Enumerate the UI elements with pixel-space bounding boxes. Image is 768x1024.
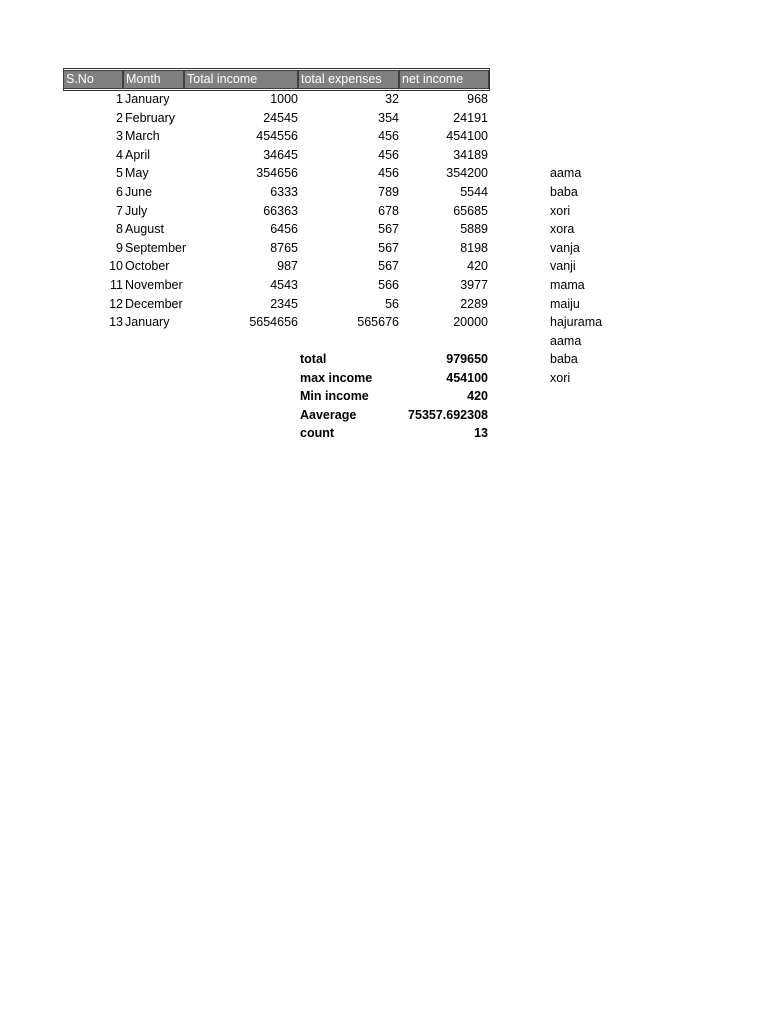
summary-value[interactable]: 13 xyxy=(474,426,488,441)
cell-sno[interactable]: 1 xyxy=(116,92,123,106)
name-cell[interactable]: vanja xyxy=(550,240,580,255)
cell-net[interactable]: 354200 xyxy=(446,166,488,181)
table-row xyxy=(0,127,768,145)
table-row xyxy=(0,109,768,127)
cell-sno[interactable]: 10 xyxy=(109,259,123,274)
cell-expenses[interactable]: 56 xyxy=(385,296,399,311)
table-row xyxy=(0,164,768,182)
name-cell[interactable]: aama xyxy=(550,166,582,181)
name-cell[interactable]: xori xyxy=(550,371,571,385)
header-sno[interactable]: S.No xyxy=(63,70,123,89)
cell-month[interactable]: January xyxy=(125,92,170,106)
header-month[interactable]: Month xyxy=(123,70,184,89)
header-net-income[interactable]: net income xyxy=(399,70,489,89)
cell-net[interactable]: 2289 xyxy=(460,296,488,311)
cell-income[interactable]: 8765 xyxy=(270,240,298,255)
cell-expenses[interactable]: 456 xyxy=(378,166,399,181)
table-row xyxy=(0,183,768,201)
cell-sno[interactable]: 5 xyxy=(116,166,123,181)
name-cell[interactable]: vanji xyxy=(550,259,576,274)
cell-expenses[interactable]: 567 xyxy=(378,259,399,274)
summary-label[interactable]: count xyxy=(300,426,335,441)
cell-month[interactable]: February xyxy=(125,110,176,125)
cell-income[interactable]: 1000 xyxy=(270,92,298,106)
summary-row xyxy=(0,424,768,442)
table-row xyxy=(0,90,768,108)
cell-income[interactable]: 4543 xyxy=(270,278,298,292)
cell-month[interactable]: August xyxy=(125,222,164,237)
table-row xyxy=(0,276,768,294)
cell-month[interactable]: January xyxy=(125,315,170,330)
cell-net[interactable]: 5544 xyxy=(460,185,488,199)
table-row xyxy=(0,239,768,257)
name-cell[interactable]: aama xyxy=(550,333,582,348)
summary-label[interactable]: max income xyxy=(300,370,373,385)
cell-sno[interactable]: 6 xyxy=(116,185,123,199)
summary-row xyxy=(0,387,768,405)
table-row xyxy=(0,202,768,220)
cell-month[interactable]: May xyxy=(125,166,149,181)
table-row xyxy=(0,220,768,238)
name-cell[interactable]: maiju xyxy=(550,296,580,311)
cell-expenses[interactable]: 456 xyxy=(378,129,399,144)
cell-expenses[interactable]: 567 xyxy=(378,240,399,255)
cell-month[interactable]: November xyxy=(125,278,183,292)
summary-row xyxy=(0,369,768,387)
cell-sno[interactable]: 12 xyxy=(109,296,123,311)
cell-income[interactable]: 454556 xyxy=(256,129,298,144)
summary-value[interactable]: 75357.692308 xyxy=(408,407,488,422)
header-total-income[interactable]: Total income xyxy=(184,70,298,89)
cell-income[interactable]: 24545 xyxy=(263,110,298,125)
summary-value[interactable]: 420 xyxy=(467,389,488,404)
cell-sno[interactable]: 13 xyxy=(109,315,123,330)
summary-value[interactable]: 979650 xyxy=(446,352,488,366)
header-total-expenses[interactable]: total expenses xyxy=(298,70,399,89)
cell-net[interactable]: 454100 xyxy=(446,129,488,144)
cell-sno[interactable]: 8 xyxy=(116,222,123,237)
summary-row xyxy=(0,406,768,424)
cell-net[interactable]: 420 xyxy=(467,259,488,274)
cell-net[interactable]: 968 xyxy=(467,92,488,106)
cell-sno[interactable]: 9 xyxy=(116,240,123,255)
cell-sno[interactable]: 3 xyxy=(116,129,123,144)
summary-label[interactable]: Aaverage xyxy=(300,407,357,422)
cell-income[interactable]: 2345 xyxy=(270,296,298,311)
summary-label[interactable]: Min income xyxy=(300,389,369,404)
cell-net[interactable]: 20000 xyxy=(453,315,488,330)
cell-net[interactable]: 65685 xyxy=(453,203,488,218)
cell-sno[interactable]: 4 xyxy=(116,147,123,162)
name-cell[interactable]: baba xyxy=(550,352,578,367)
summary-label[interactable]: total xyxy=(300,352,327,366)
name-cell[interactable]: hajurama xyxy=(550,315,603,330)
table-row xyxy=(0,295,768,313)
name-cell[interactable]: mama xyxy=(550,278,585,292)
cell-net[interactable]: 34189 xyxy=(453,147,488,162)
cell-net[interactable]: 24191 xyxy=(453,110,488,125)
cell-sno[interactable]: 11 xyxy=(110,278,123,292)
name-cell[interactable]: xora xyxy=(550,222,575,237)
cell-month[interactable]: June xyxy=(125,185,153,199)
cell-expenses[interactable]: 789 xyxy=(378,185,399,199)
cell-income[interactable]: 354656 xyxy=(256,166,298,181)
cell-month[interactable]: October xyxy=(125,259,170,274)
cell-income[interactable]: 5654656 xyxy=(249,315,298,330)
summary-row xyxy=(0,350,768,368)
cell-expenses[interactable]: 456 xyxy=(378,147,399,162)
cell-income[interactable]: 66363 xyxy=(263,203,298,218)
table-row xyxy=(0,313,768,331)
cell-income[interactable]: 6456 xyxy=(270,222,298,237)
cell-income[interactable]: 34645 xyxy=(263,147,298,162)
summary-value[interactable]: 454100 xyxy=(446,370,488,385)
name-cell[interactable]: baba xyxy=(550,185,578,199)
cell-expenses[interactable]: 567 xyxy=(378,222,399,237)
table-row xyxy=(0,257,768,275)
cell-month[interactable]: July xyxy=(125,203,148,218)
cell-net[interactable]: 8198 xyxy=(460,240,488,255)
cell-sno[interactable]: 7 xyxy=(116,203,123,218)
cell-month[interactable]: March xyxy=(125,129,160,144)
cell-expenses[interactable]: 32 xyxy=(385,92,399,106)
cell-month[interactable]: December xyxy=(125,296,183,311)
cell-month[interactable]: April xyxy=(125,147,151,162)
cell-net[interactable]: 3977 xyxy=(460,278,488,292)
cell-income[interactable]: 987 xyxy=(277,259,298,274)
name-cell[interactable]: xori xyxy=(550,203,571,218)
cell-month[interactable]: September xyxy=(125,240,186,255)
cell-expenses[interactable]: 566 xyxy=(378,278,399,292)
cell-income[interactable]: 6333 xyxy=(270,185,298,199)
cell-sno[interactable]: 2 xyxy=(116,110,123,125)
cell-expenses[interactable]: 565676 xyxy=(357,315,399,330)
cell-net[interactable]: 5889 xyxy=(460,222,488,237)
cell-expenses[interactable]: 678 xyxy=(378,203,399,218)
cell-expenses[interactable]: 354 xyxy=(378,110,399,125)
table-row xyxy=(0,146,768,164)
